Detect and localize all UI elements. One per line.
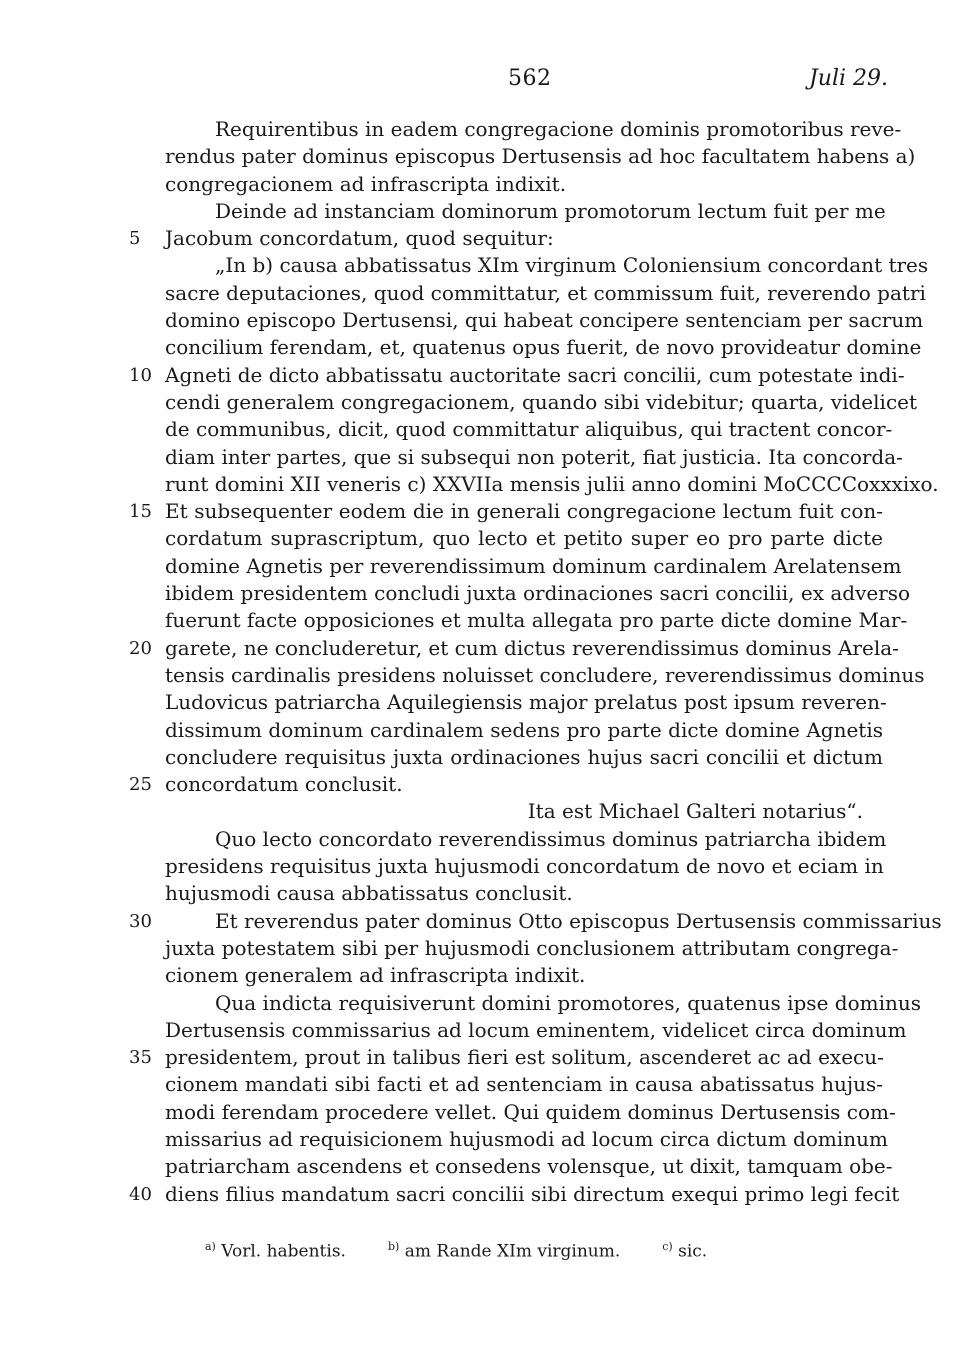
line-text: cionem generalem ad infrascripta indixit. — [165, 963, 586, 988]
text-line — [165, 853, 883, 880]
line-text: presidentem, prout in talibus fieri est solitum, ascenderet ac ad execu- — [165, 1045, 884, 1070]
line-text: domino episcopo Dertusensi, qui habeat concipere sentenciam per sacrum — [165, 308, 924, 333]
text-line — [129, 498, 883, 525]
line-number: 10 — [129, 364, 152, 386]
line-text: Et subsequenter eodem die in generali congregacione lectum fuit con- — [165, 499, 883, 524]
line-number: 40 — [129, 1183, 152, 1205]
text-line — [165, 471, 939, 498]
text-line — [165, 1126, 888, 1153]
text-line — [165, 962, 883, 989]
footnote — [205, 1240, 346, 1262]
line-number: 20 — [129, 637, 152, 659]
line-text: concordatum conclusit. — [165, 772, 403, 797]
text-line — [129, 635, 899, 662]
line-text: Et reverendus pater dominus Otto episcopus Dertusensis commissarius — [215, 908, 942, 933]
text-line — [165, 744, 883, 771]
line-text: „In b) causa abbatissatus XIm virginum Coloniensium concordant tres — [215, 253, 929, 278]
line-text: diens filius mandatum sacri concilii sibi directum exequi primo legi fecit — [165, 1181, 900, 1206]
line-number: 35 — [129, 1047, 152, 1069]
footnote-text: am Rande XIm virginum. — [399, 1241, 621, 1262]
line-text: Requirentibus in eadem congregacione dominis promotoribus reve- — [215, 117, 902, 141]
text-line — [165, 1017, 907, 1044]
line-text: Qua indicta requisiverunt domini promotores, quatenus ipse dominus — [215, 990, 921, 1015]
text-line — [165, 826, 887, 853]
footnote-mark: c) — [662, 1240, 673, 1253]
text-line — [165, 252, 929, 279]
text-line — [165, 389, 918, 416]
text-line — [165, 1153, 893, 1180]
text-line — [129, 1181, 900, 1208]
text-line — [165, 280, 926, 307]
page-number: 562 — [508, 66, 552, 91]
line-text: hujusmodi causa abbatissatus conclusit. — [165, 881, 573, 906]
line-text: runt domini XII veneris c) XXVIIa mensis julii anno domini MoCCCCoxxxixo. — [165, 471, 939, 496]
text-line — [165, 143, 916, 170]
line-text: concludere requisitus juxta ordinaciones hujus sacri concilii et dictum — [165, 744, 883, 769]
footnotes — [205, 1240, 825, 1262]
text-line — [165, 935, 899, 962]
line-text: fuerunt facte opposiciones et multa allegata pro parte dicte domine Mar- — [165, 608, 908, 633]
text-line — [129, 1044, 884, 1071]
line-number: 5 — [129, 228, 141, 250]
line-text: rendus pater dominus episcopus Dertusensis ad hoc facultatem habens a) — [165, 144, 916, 169]
footnote-text: sic. — [672, 1241, 708, 1262]
text-line — [129, 771, 883, 798]
page-header — [0, 66, 960, 96]
line-text: dissimum dominum cardinalem sedens pro parte dicte domine Agnetis — [165, 717, 883, 742]
text-line — [165, 198, 886, 225]
line-text: domine Agnetis per reverendissimum dominum cardinalem Arelatensem — [165, 553, 902, 578]
line-text: Ita est Michael Galteri notarius“. — [527, 799, 863, 824]
line-text: de communibus, dicit, quod committatur aliquibus, qui tractent concor- — [165, 417, 893, 442]
main-text — [129, 116, 942, 1208]
text-line — [165, 717, 883, 744]
footnote-mark: a) — [205, 1240, 216, 1253]
text-line — [129, 362, 905, 389]
text-line — [165, 525, 883, 552]
text-line — [165, 880, 883, 907]
line-text: missarius ad requisicionem hujusmodi ad locum circa dictum dominum — [165, 1126, 888, 1151]
text-line — [165, 798, 883, 825]
text-line — [165, 607, 908, 634]
line-text: juxta potestatem sibi per hujusmodi conclusionem attributam congrega- — [165, 935, 899, 960]
footnote-mark: b) — [387, 1240, 400, 1253]
text-line — [165, 334, 922, 361]
text-line — [165, 307, 924, 334]
text-line — [129, 908, 942, 935]
line-text: sacre deputaciones, quod committatur, et commissum fuit, reverendo patri — [165, 280, 926, 305]
text-line — [165, 444, 903, 471]
line-text: congregacionem ad infrascripta indixit. — [165, 171, 567, 196]
line-text: cordatum suprascriptum, quo lecto et petito super eo pro parte dicte — [165, 526, 883, 551]
text-line — [165, 416, 893, 443]
text-line — [129, 225, 883, 252]
text-line — [165, 553, 902, 580]
line-text: Agneti de dicto abbatissatu auctoritate sacri concilii, cum potestate indi- — [165, 362, 905, 387]
text-line — [165, 116, 902, 143]
line-text: ibidem presidentem concludi juxta ordinaciones sacri concilii, ex adverso — [165, 581, 911, 606]
text-line — [165, 662, 925, 689]
line-text: patriarcham ascendens et consedens volensque, ut dixit, tamquam obe- — [165, 1154, 893, 1179]
line-text: Dertusensis commissarius ad locum eminentem, videlicet circa dominum — [165, 1017, 907, 1042]
line-number: 15 — [129, 501, 152, 523]
line-text: modi ferendam procedere vellet. Qui quidem dominus Dertusensis com- — [165, 1099, 896, 1124]
line-text: concilium ferendam, et, quatenus opus fuerit, de novo provideatur domine — [165, 335, 922, 360]
line-text: tensis cardinalis presidens noluisset concludere, reverendissimus dominus — [165, 662, 925, 687]
line-text: cionem mandati sibi facti et ad sentenciam in causa abatissatus hujus- — [165, 1072, 883, 1097]
line-text: garete, ne concluderetur, et cum dictus reverendissimus dominus Arela- — [165, 635, 899, 660]
line-text: presidens requisitus juxta hujusmodi concordatum de novo et eciam in — [165, 854, 884, 879]
text-line — [165, 990, 921, 1017]
text-line — [165, 580, 911, 607]
running-head: Juli 29. — [808, 66, 888, 91]
footnote — [388, 1240, 620, 1262]
line-text: Ludovicus patriarcha Aquilegiensis major prelatus post ipsum reveren- — [165, 690, 887, 715]
line-text: diam inter partes, que si subsequi non poterit, fiat justicia. Ita concorda- — [165, 444, 903, 469]
text-line — [165, 1099, 896, 1126]
line-text: Deinde ad instanciam dominorum promotorum lectum fuit per me — [215, 198, 886, 223]
footnote-text: Vorl. habentis. — [215, 1241, 346, 1262]
line-text: Quo lecto concordato reverendissimus dominus patriarcha ibidem — [215, 826, 887, 851]
footnote — [662, 1240, 707, 1262]
text-line — [165, 689, 887, 716]
text-line — [165, 171, 883, 198]
line-number: 25 — [129, 774, 152, 796]
line-number: 30 — [129, 910, 152, 932]
line-text: cendi generalem congregacionem, quando sibi videbitur; quarta, videlicet — [165, 389, 918, 414]
text-line — [165, 1071, 883, 1098]
line-text: Jacobum concordatum, quod sequitur: — [165, 226, 554, 251]
